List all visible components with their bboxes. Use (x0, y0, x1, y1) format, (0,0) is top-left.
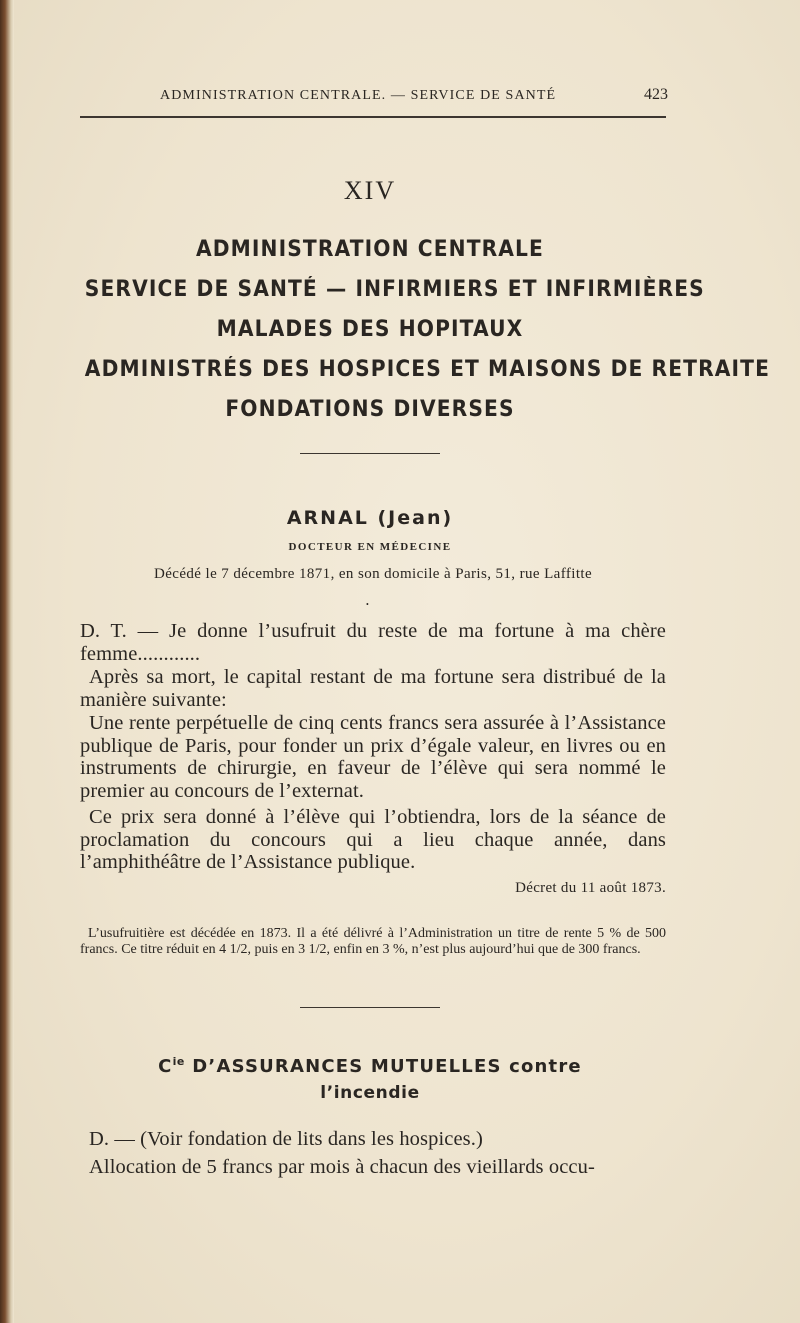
running-head: ADMINISTRATION CENTRALE. — SERVICE DE SANTÉ (160, 88, 557, 103)
section-divider (300, 453, 440, 454)
footnote: L’usufruitière est décédée en 1873. Il a été délivré à l’Administration un titre de rente 5 % de 500 francs. Ce titre réduit en 4 1/2, puis en 3 1/2, enfin en 3 %, n’est plus aujourd’hui que de 300 francs. (80, 926, 666, 957)
company-name-rest: D’ASSURANCES MUTUELLES contre (184, 1056, 582, 1077)
company-paragraph: Allocation de 5 francs par mois à chacun des vieillards occu- (89, 1156, 595, 1178)
testament-paragraph: Ce prix sera donné à l’élève qui l’obtiendra, lors de la séance de proclamation du concours qui a lieu chaque année, dans l’amphithéâtre de l’Assistance publique. (80, 806, 666, 873)
donor-title: DOCTEUR EN MÉDECINE (288, 541, 452, 553)
bullet-mark: • (366, 600, 369, 609)
chapter-titles (60, 230, 771, 430)
donor-name: ARNAL (Jean) (286, 507, 454, 529)
company-name-prefix: C (158, 1056, 173, 1077)
company-name-superscript: ie (172, 1055, 185, 1068)
chapter-title-line: SERVICE DE SANTÉ — INFIRMIERS ET INFIRMIÈRES (84, 277, 705, 302)
chapter-title-line: ADMINISTRÉS DES HOSPICES ET MAISONS DE RETRAITE (84, 357, 771, 382)
chapter-number: XIV (343, 176, 397, 205)
company-name (0, 1055, 740, 1077)
testament-paragraph: Une rente perpétuelle de cinq cents francs sera assurée à l’Assistance publique de Paris, pour fonder un prix d’égale valeur, en livres ou en instruments de chirurgie, en faveur de l’élève qui sera nommé le premier au concours de l’externat. (80, 712, 666, 802)
testament-paragraph: Après sa mort, le capital restant de ma fortune sera distribué de la manière suivante: (80, 666, 666, 711)
chapter-title-line: ADMINISTRATION CENTRALE (196, 237, 544, 262)
section-divider (300, 1007, 440, 1008)
page-number: 423 (644, 86, 668, 103)
death-info: Décédé le 7 décembre 1871, en son domicile à Paris, 51, rue Laffitte (153, 566, 593, 582)
chapter-title-line: MALADES DES HOPITAUX (216, 317, 524, 342)
decree-reference: Décret du 11 août 1873. (515, 880, 666, 896)
chapter-title-line: FONDATIONS DIVERSES (225, 397, 515, 422)
testament-paragraph: D. T. — Je donne l’usufruit du reste de ma fortune à ma chère femme............ (80, 620, 666, 665)
header-rule (80, 116, 666, 118)
company-paragraph: D. — (Voir fondation de lits dans les hospices.) (89, 1128, 483, 1150)
company-name-line2: l’incendie (320, 1083, 420, 1103)
